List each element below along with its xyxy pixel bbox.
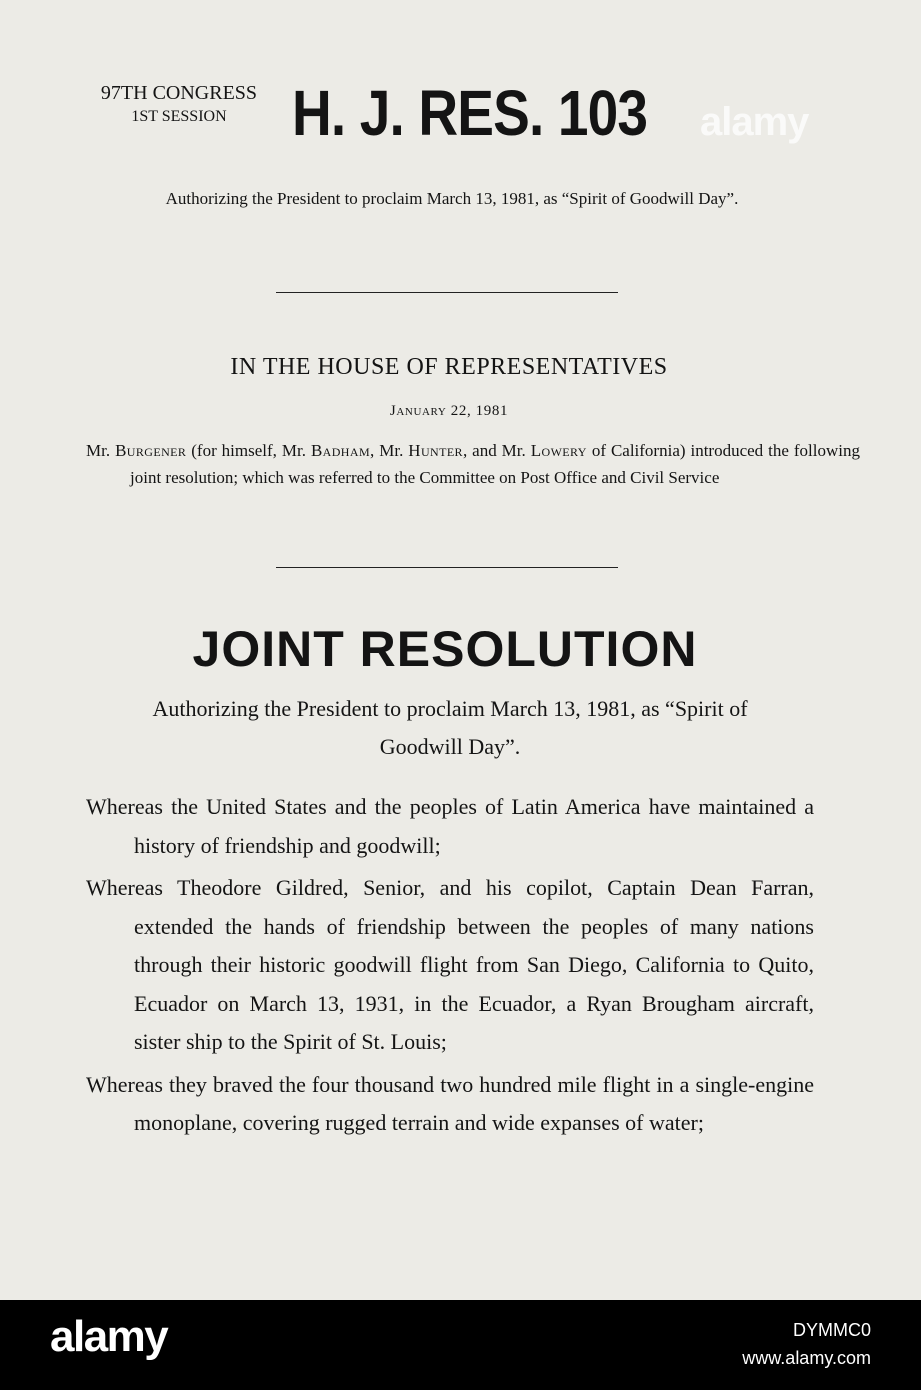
cosponsor-name: Badham xyxy=(310,441,371,460)
chamber-heading: IN THE HOUSE OF REPRESENTATIVES xyxy=(230,354,668,380)
session-label: 1ST SESSION xyxy=(131,108,227,125)
sponsor-name: Burgener xyxy=(115,441,187,460)
sponsor-text: (for himself, Mr. xyxy=(186,441,311,460)
sponsors-paragraph xyxy=(86,437,860,491)
bill-caption: Authorizing the President to proclaim March 13, 1981, as “Spirit of Goodwill Day”. xyxy=(165,189,739,208)
sponsor-text: of California) introduced the following joint resolution; which was referred to the Committee on Post Office and Civil Service xyxy=(130,441,860,487)
divider-rule xyxy=(276,292,618,293)
sponsor-text: , Mr. xyxy=(370,441,409,460)
whereas-clauses xyxy=(86,788,814,1147)
sponsor-text: , and Mr. xyxy=(462,441,531,460)
image-id: DYMMC0 xyxy=(792,1320,871,1340)
cosponsor-name: Lowery xyxy=(530,441,587,460)
whereas-clause: Whereas Theodore Gildred, Senior, and his copilot, Captain Dean Farran, extended the hands of friendship between the peoples of many nations through their historic goodwill flight from San Diego, California to Quito, Ecuador on March 13, 1931, in the Ecuador, a Ryan Brougham aircraft, sister ship to the Spirit of St. Louis; xyxy=(86,875,814,1054)
whereas-clause: Whereas the United States and the peoples of Latin America have maintained a history of friendship and goodwill; xyxy=(86,794,814,858)
whereas-clause: Whereas they braved the four thousand two hundred mile flight in a single-engine monoplane, covering rugged terrain and wide expanses of water; xyxy=(86,1071,814,1135)
cosponsor-name: Hunter xyxy=(408,441,463,460)
footer-url: www.alamy.com xyxy=(742,1348,871,1368)
joint-resolution-caption: Authorizing the President to proclaim March 13, 1981, as “Spirit of Goodwill Day”. xyxy=(152,696,748,759)
watermark-logo: alamy xyxy=(700,100,809,144)
joint-resolution-title: JOINT RESOLUTION xyxy=(192,621,698,677)
sponsor-text: Mr. xyxy=(86,441,116,460)
congress-session-block xyxy=(84,82,274,128)
bill-number: H. J. RES. 103 xyxy=(292,77,648,149)
introduction-date: January 22, 1981 xyxy=(389,403,509,419)
footer-logo: alamy xyxy=(50,1312,168,1361)
divider-rule xyxy=(276,567,618,568)
congress-label: 97TH CONGRESS xyxy=(100,82,258,104)
